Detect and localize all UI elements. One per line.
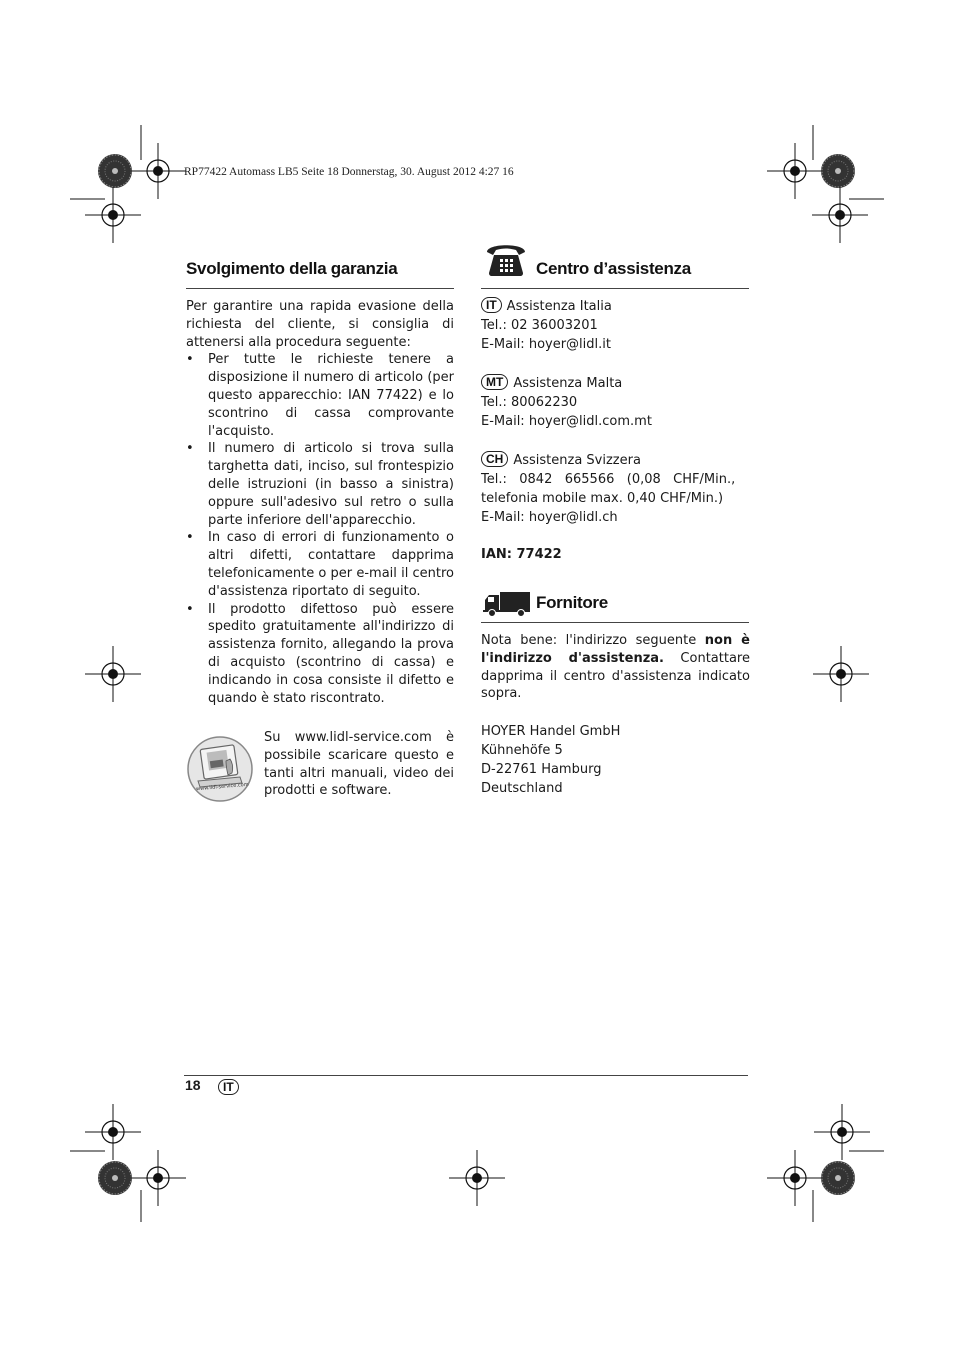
ian-number: IAN: 77422 (481, 547, 562, 562)
footer-language-badge: IT (218, 1077, 244, 1096)
truck-icon (483, 591, 531, 617)
address-line: D-22761 Hamburg (481, 762, 602, 777)
country-name: Assistenza Italia (506, 299, 612, 314)
registration-mark (814, 1104, 870, 1160)
registration-mark (85, 646, 141, 702)
registration-mark (767, 143, 823, 199)
page-number: 18 (185, 1077, 201, 1093)
lidl-service-logo (186, 735, 254, 803)
warranty-body (186, 298, 454, 707)
address-line: HOYER Handel GmbH (481, 724, 621, 739)
assistance-heading: Centro d’assistenza (536, 259, 691, 278)
bullet: • (186, 530, 194, 546)
assistance-italy (481, 297, 751, 354)
registration-mark (449, 1150, 505, 1206)
lidl-service-laptop-icon (186, 735, 254, 803)
warranty-steps-list (186, 351, 454, 707)
address-line: Deutschland (481, 781, 563, 796)
telephone-icon (483, 238, 529, 278)
color-wheel-mark (98, 1161, 132, 1195)
lidl-service-logo-text: www.lidl-service.com (195, 781, 249, 793)
list-item: • In caso di errori di funzionamento o altri difetti, contattare dapprima telefonicamente o per e-mail il centro d'assistenza riportato di seguito. (186, 530, 454, 599)
supplier-heading: Fornitore (536, 593, 608, 612)
phone-line-mobile: telefonia mobile max. 0,40 CHF/Min.) (481, 491, 724, 506)
bullet: • (186, 601, 194, 617)
color-wheel-mark (821, 154, 855, 188)
assistance-malta (481, 374, 751, 431)
color-wheel-mark (821, 1161, 855, 1195)
country-name: Assistenza Svizzera (513, 453, 641, 468)
email-line: E-Mail: hoyer@lidl.ch (481, 510, 618, 525)
registration-mark (767, 1150, 823, 1206)
print-slug-header: RP77422 Automass LB5 Seite 18 Donnerstag, 30. August 2012 4:27 16 (184, 166, 514, 178)
address-line: Kühnehöfe 5 (481, 743, 563, 758)
country-badge-it: IT (481, 297, 502, 313)
bullet: • (186, 441, 194, 457)
assistance-heading-rule (481, 288, 749, 289)
color-wheel-mark (98, 154, 132, 188)
footer-rule (184, 1075, 748, 1076)
registration-mark (130, 143, 186, 199)
supplier-address (481, 722, 751, 798)
supplier-note: Nota bene: l'indirizzo seguente non è l'indirizzo d'assistenza. Contattare dapprima il centro d'assistenza indicato sopra. (481, 633, 750, 702)
email-line: E-Mail: hoyer@lidl.com.mt (481, 414, 652, 429)
registration-mark (85, 1104, 141, 1160)
country-name: Assistenza Malta (513, 376, 623, 391)
phone-line: Tel.: 02 36003201 (481, 318, 598, 333)
registration-mark (812, 187, 868, 243)
email-line: E-Mail: hoyer@lidl.it (481, 337, 611, 352)
phone-line: Tel.: 0842 665566 (0,08 CHF/Min., (481, 472, 736, 487)
warranty-intro: Per garantire una rapida evasione della richiesta del cliente, si consiglia di attenersi alla procedura seguente: (186, 299, 454, 350)
registration-mark (813, 646, 869, 702)
country-badge-ch: CH (481, 451, 508, 467)
country-badge-mt: MT (481, 374, 508, 390)
assistance-switzerland (481, 451, 751, 527)
registration-mark (85, 187, 141, 243)
warranty-heading: Svolgimento della garanzia (186, 259, 398, 278)
lidl-service-note: Su www.lidl-service.com è possibile scaricare questo e tanti altri manuali, video dei prodotti e software. (264, 730, 454, 799)
registration-mark (130, 1150, 186, 1206)
phone-line: Tel.: 80062230 (481, 395, 578, 410)
supplier-heading-rule (481, 622, 749, 623)
list-item: • Per tutte le richieste tenere a disposizione il numero di articolo (per questo apparecchio: IAN 77422) e lo scontrino di cassa comprovante l'acquisto. (186, 352, 454, 439)
list-item: • Il numero di articolo si trova sulla targhetta dati, inciso, sul frontespizio delle istruzioni (in basso a sinistra) oppure sull'adesivo sul retro o sulla parte inferiore dell'apparecchio. (186, 441, 454, 528)
bullet: • (186, 352, 194, 368)
warranty-heading-rule (186, 288, 454, 289)
list-item: • Il prodotto difettoso può essere spedito gratuitamente all'indirizzo di assistenza fornito, allegando la prova di acquisto (scontrino di cassa) e indicando in cosa consiste il difetto e quando è stato riscontrato. (186, 601, 454, 706)
supplier-note-emphasis: non è l'indirizzo d'assistenza. (481, 633, 750, 666)
